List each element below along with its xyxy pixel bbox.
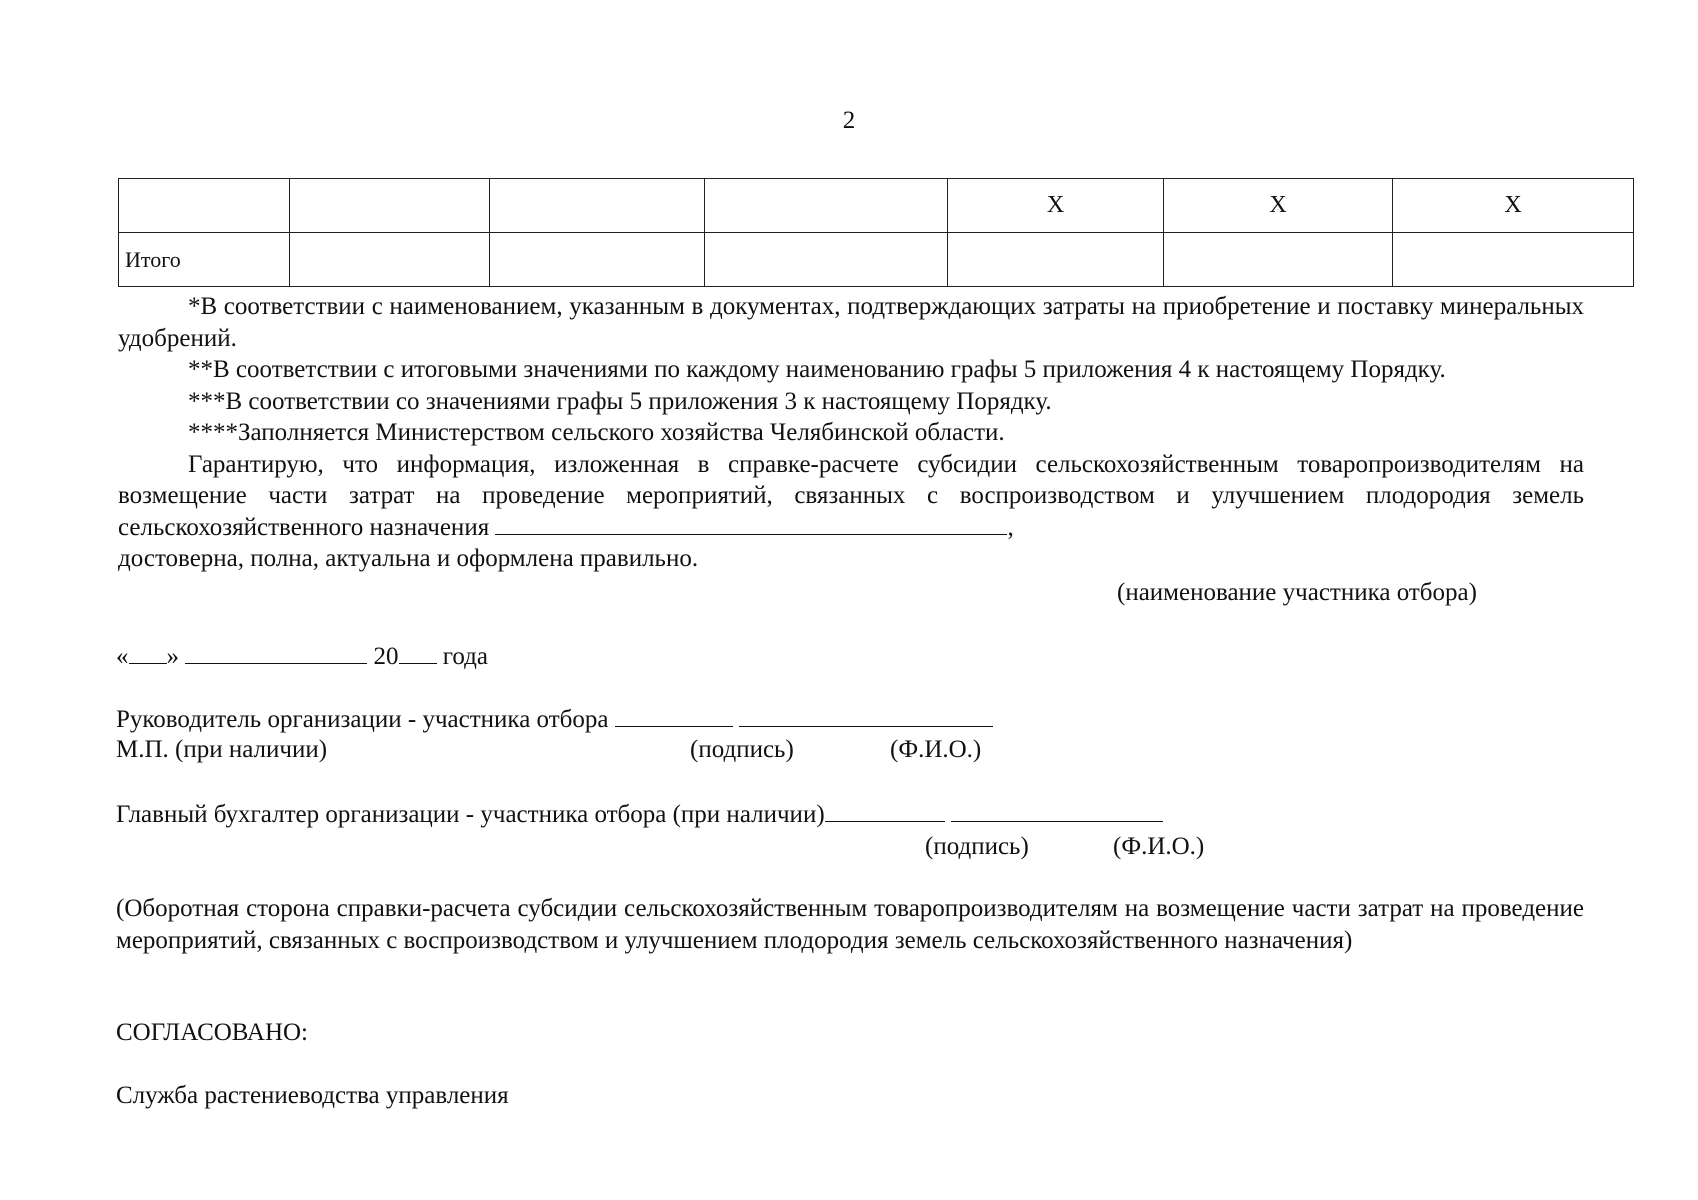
table-cell: X: [1393, 179, 1634, 233]
table-cell: X: [948, 179, 1164, 233]
table-cell: [490, 179, 705, 233]
date-month-field[interactable]: [185, 641, 367, 664]
accountant-signature-field[interactable]: [825, 799, 945, 822]
agreed-heading: СОГЛАСОВАНО:: [116, 1019, 309, 1046]
head-signature-field[interactable]: [615, 704, 733, 727]
page-number: 2: [842, 107, 856, 134]
date-year-field[interactable]: [399, 641, 437, 664]
date-year-suffix: года: [442, 643, 488, 670]
table-cell: X: [1164, 179, 1393, 233]
reverse-side-note: (Оборотная сторона справки-расчета субсидии сельскохозяйственным товаропроизводителям на возмещение части затрат на проведение мероприятий, связанных с воспроизводством и улучшением плодородия земель сельскохозяйственного назначения): [116, 895, 1584, 954]
guarantee-tail: достоверна, полна, актуальна и оформлена правильно.: [118, 545, 699, 572]
table-cell: [1393, 233, 1634, 287]
table-cell: [948, 233, 1164, 287]
table-cell: [119, 179, 290, 233]
head-signature-caption: (подпись): [690, 736, 794, 763]
accountant-line: [116, 799, 1163, 830]
participant-caption: (наименование участника отбора): [1117, 579, 1477, 606]
participant-name-field[interactable]: [495, 512, 1007, 535]
table-cell: [1164, 233, 1393, 287]
head-label: Руководитель организации - участника отбора: [116, 706, 609, 733]
table-cell: [490, 233, 705, 287]
head-fio-caption: (Ф.И.О.): [890, 736, 982, 763]
date-line: [116, 641, 488, 672]
table-cell: [290, 179, 490, 233]
guarantee-text: Гарантирую, что информация, изложенная в справке-расчете субсидии сельскохозяйственным товаропроизводителям на возмещение части затрат на проведение мероприятий, связанных с воспроизводством и улучшением плодородия земель сельскохозяйственного назначения: [118, 450, 1584, 541]
table-row: [119, 179, 1634, 233]
footnote-1: *В соответствии с наименованием, указанным в документах, подтверждающих затраты на приобретение и поставку минеральных удобрений.: [118, 293, 1584, 352]
accountant-signature-caption: (подпись): [925, 833, 1029, 860]
date-open-quote: «: [116, 643, 129, 670]
table-cell: [705, 233, 948, 287]
accountant-label: Главный бухгалтер организации - участника отбора (при наличии): [116, 801, 825, 828]
table-row-total: [119, 233, 1634, 287]
guarantee-tail-line: [118, 543, 1584, 575]
table-cell: [290, 233, 490, 287]
footnotes: [118, 291, 1584, 575]
footnote-3: ***В соответствии со значениями графы 5 приложения 3 к настоящему Порядку.: [188, 387, 1052, 415]
accountant-fio-field[interactable]: [951, 799, 1163, 822]
summary-table: [118, 178, 1634, 287]
head-fio-field[interactable]: [739, 704, 993, 727]
accountant-fio-caption: (Ф.И.О.): [1113, 833, 1205, 860]
head-line: [116, 704, 993, 735]
date-close-quote: »: [166, 643, 179, 670]
footnote-2: **В соответствии с итоговыми значениями по каждому наименованию графы 5 приложения 4 к настоящему Порядку.: [188, 356, 1446, 383]
date-year-prefix: 20: [373, 643, 399, 670]
mp-label: М.П. (при наличии): [116, 736, 328, 763]
date-day-field[interactable]: [129, 641, 167, 664]
guarantee-comma: ,: [1007, 513, 1014, 541]
table-cell: [705, 179, 948, 233]
service-name: Служба растениеводства управления: [116, 1082, 509, 1109]
total-label-cell: Итого: [119, 233, 290, 287]
guarantee-paragraph: [118, 449, 1584, 544]
footnote-4: ****Заполняется Министерством сельского хозяйства Челябинской области.: [188, 419, 1005, 446]
